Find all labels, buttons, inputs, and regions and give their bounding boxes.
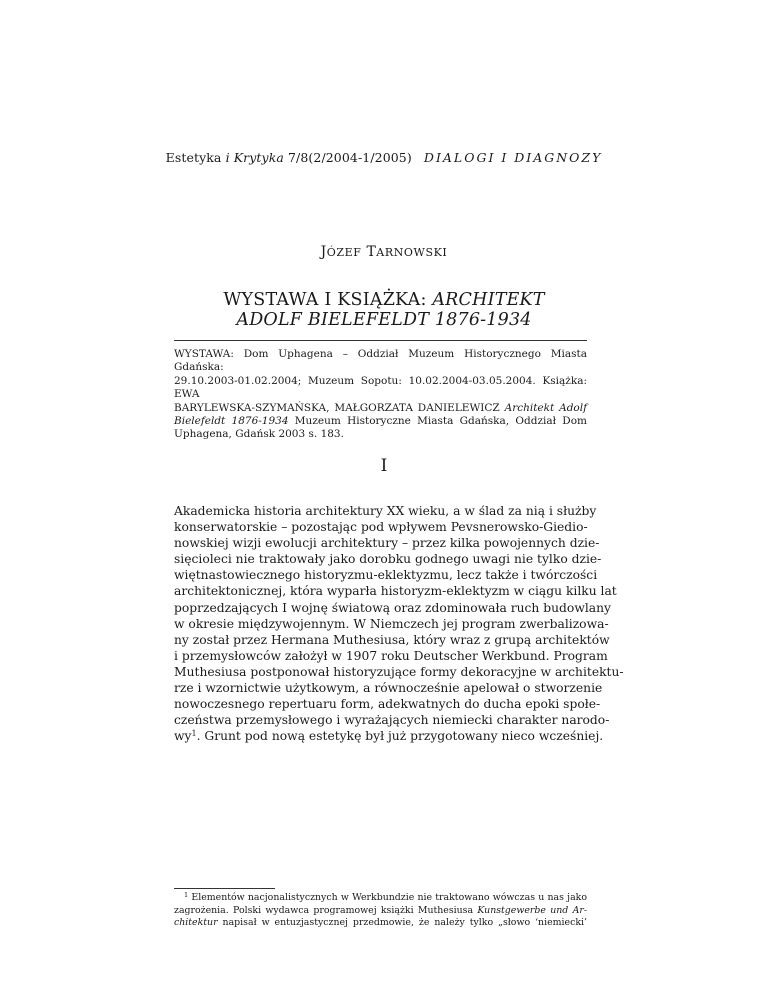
title-rule [174, 340, 587, 341]
footnote-ref: 1 [191, 729, 197, 739]
biblio-line: Bielefeldt 1876-1934 Muzeum Historyczne Miasta Gdańska, Oddział Dom [174, 415, 587, 428]
running-head [0, 150, 768, 165]
body-line: $wy^1$. Grunt pod nową estetykę był już przygotowany nieco wcześniej. [174, 729, 604, 744]
body-line: sięcioleci nie traktowały jako dorobku godnego uwagi nie tylko dzie- [174, 552, 602, 567]
biblio-line: Uphagena, Gdańsk 2003 s. 183. [174, 428, 344, 441]
article-author [0, 244, 768, 260]
footnote-line: zagrożenia. Polski wydawca programowej książki Muthesiusa Kunstgewerbe und Ar- [174, 904, 587, 916]
title-line-1: WYSTAWA I KSIĄŻKA: ARCHITEKT [223, 290, 545, 310]
author-last-rest: ARNOWSKI [376, 246, 448, 259]
body-line: Muthesiusa postponował historyzujące formy dekoracyjne w architektu- [174, 664, 624, 679]
bibliographic-note [174, 348, 587, 442]
body-line: rze i wzornictwie użytkowym, a równocześnie apelował o stworzenie [174, 681, 603, 696]
body-line: ny został przez Hermana Muthesiusa, który wraz z grupą architektów [174, 632, 610, 647]
author-first-rest: ÓZEF [326, 246, 362, 259]
journal-issue: 7/8(2/2004-1/2005) [283, 150, 412, 165]
body-line: i przemysłowców założył w 1907 roku Deutscher Werkbund. Program [174, 648, 608, 663]
biblio-line: BARYLEWSKA-SZYMAŃSKA, MAŁGORZATA DANIELEWICZ Architekt Adolf [174, 401, 587, 414]
body-line: poprzedzających I wojnę światową oraz zdominowała ruch budowlany [174, 600, 611, 615]
body-line: więtnastowiecznego historyzmu-eklektyzmu, lecz także i twórczości [174, 568, 598, 583]
footnote-rule [174, 888, 275, 889]
journal-name-b: i Krytyka [225, 150, 284, 165]
article-title [0, 290, 768, 330]
section-number: I [380, 456, 388, 476]
footnote [174, 892, 587, 930]
title-line-2: ADOLF BIELEFELDT 1876-1934 [236, 310, 532, 330]
body-line: konserwatorskie – pozostając pod wpływem Pevsnerowsko-Giedio- [174, 520, 588, 535]
journal-section: DIALOGI I DIAGNOZY [423, 150, 603, 165]
footnote-line: chitektur napisał w entuzjastycznej przedmowie, że należy tylko „słowo ‘niemiecki’ [174, 917, 587, 929]
biblio-line: WYSTAWA: Dom Uphagena – Oddział Muzeum Historycznego Miasta Gdańska: [174, 348, 587, 374]
body-line: Akademicka historia architektury XX wieku, a w ślad za nią i służby [174, 504, 597, 518]
body-line: nowoczesnego repertuaru form, adekwatnych do ducha epoki społe- [174, 697, 601, 712]
body-line: w okresie międzywojennym. W Niemczech jej program zwerbalizowa- [174, 616, 609, 631]
footnote-mark: 1 [184, 891, 189, 899]
author-last-initial: T [366, 244, 377, 260]
journal-name-a: Estetyka [165, 150, 226, 165]
footnote-line: $^1$ Elementów nacjonalistycznych w Werkbundzie nie traktowano wówczas u nas jako [184, 891, 587, 903]
body-line: architektonicznej, która wyparła historyzm-eklektyzm w ciągu kilku lat [174, 584, 617, 599]
biblio-line: 29.10.2003-01.02.2004; Muzeum Sopotu: 10.02.2004-03.05.2004. Książka: EWA [174, 374, 587, 401]
body-text [174, 503, 624, 744]
body-line: nowskiej wizji ewolucji architektury – przez kilka powojennych dzie- [174, 536, 600, 551]
author-first-initial: J [320, 244, 327, 260]
body-line: czeństwa przemysłowego i wyrażających niemiecki charakter narodo- [174, 713, 610, 728]
